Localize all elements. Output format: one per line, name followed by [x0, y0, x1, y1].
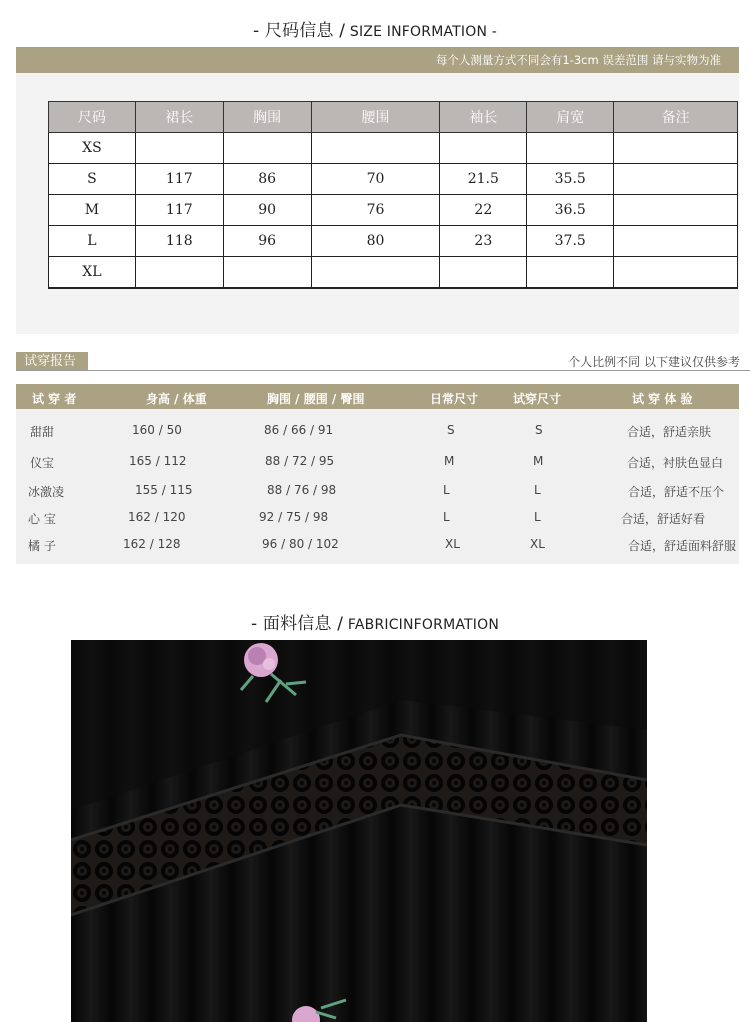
size-info-title-en: SIZE INFORMATION -	[345, 24, 498, 40]
report-header	[16, 384, 739, 409]
table-cell	[135, 257, 223, 289]
size-row-l	[49, 226, 738, 257]
size-row-xl	[49, 257, 738, 289]
header-remark: 备注	[614, 102, 738, 133]
height-weight: 165 / 112	[129, 454, 187, 468]
measurements: 92 / 75 / 98	[259, 510, 329, 524]
table-cell: 22	[440, 195, 527, 226]
usual-size: L	[443, 510, 450, 524]
measurements: 88 / 76 / 98	[267, 483, 337, 497]
table-cell	[614, 226, 738, 257]
tester-name: 仪宝	[30, 456, 55, 470]
header-tester: 试 穿 者	[32, 392, 77, 406]
table-cell	[440, 257, 527, 289]
table-cell: 76	[311, 195, 440, 226]
table-cell: L	[49, 226, 136, 257]
table-cell	[311, 257, 440, 289]
size-table-header	[49, 102, 738, 133]
usual-size: M	[444, 454, 455, 468]
try-size: L	[534, 510, 541, 524]
height-weight: 160 / 50	[132, 423, 182, 437]
measurement-note: 每个人测量方式不同会有1-3cm 误差范围 请与实物为准	[435, 53, 721, 67]
table-cell: 118	[135, 226, 223, 257]
table-cell	[223, 133, 311, 164]
table-cell: XL	[49, 257, 136, 289]
fabric-info-title-cn: - 面料信息 /	[250, 614, 344, 634]
table-cell: 86	[223, 164, 311, 195]
try-report-tab: 试穿报告	[16, 352, 88, 371]
size-row-xs	[49, 133, 738, 164]
table-cell: S	[49, 164, 136, 195]
tester-name: 冰激凌	[28, 485, 65, 499]
size-row-s	[49, 164, 738, 195]
fabric-info-title	[0, 609, 750, 634]
table-cell: XS	[49, 133, 136, 164]
fabric-photo-svg	[71, 640, 647, 1022]
table-cell: 21.5	[440, 164, 527, 195]
table-cell	[527, 133, 614, 164]
measurements: 96 / 80 / 102	[262, 537, 339, 551]
try-size: XL	[530, 537, 545, 551]
header-dress-length: 裙长	[135, 102, 223, 133]
table-cell: 90	[223, 195, 311, 226]
table-cell: 117	[135, 164, 223, 195]
try-size: L	[534, 483, 541, 497]
table-cell	[440, 133, 527, 164]
table-cell	[223, 257, 311, 289]
fabric-info-title-en: FABRICINFORMATION	[343, 617, 500, 633]
tester-name: 心 宝	[28, 512, 56, 526]
header-usual-size: 日常尺寸	[430, 392, 479, 406]
report-body	[16, 409, 739, 564]
header-waist: 腰围	[311, 102, 440, 133]
tester-name: 橘 子	[28, 539, 56, 553]
table-cell	[614, 257, 738, 289]
table-cell: 80	[311, 226, 440, 257]
experience: 合适，衬肤色显白	[627, 456, 724, 470]
header-size: 尺码	[49, 102, 136, 133]
table-cell	[614, 164, 738, 195]
table-cell: 23	[440, 226, 527, 257]
divider	[16, 370, 750, 371]
table-cell: 70	[311, 164, 440, 195]
usual-size: L	[443, 483, 450, 497]
size-info-title	[0, 16, 750, 41]
table-cell: 37.5	[527, 226, 614, 257]
measurements: 86 / 66 / 91	[264, 423, 334, 437]
experience: 合适，舒适不压个	[628, 485, 725, 499]
header-bust: 胸围	[223, 102, 311, 133]
height-weight: 155 / 115	[135, 483, 193, 497]
table-cell: 36.5	[527, 195, 614, 226]
table-cell: 96	[223, 226, 311, 257]
header-measurements: 胸围 / 腰围 / 臀围	[267, 392, 365, 406]
table-cell	[135, 133, 223, 164]
table-cell: M	[49, 195, 136, 226]
header-sleeve: 袖长	[440, 102, 527, 133]
experience: 合适，舒适亲肤	[627, 425, 712, 439]
header-experience: 试 穿 体 验	[632, 392, 693, 406]
height-weight: 162 / 128	[123, 537, 181, 551]
size-info-band	[16, 47, 739, 73]
experience: 合适，舒适面料舒服	[628, 539, 737, 553]
report-note: 个人比例不同 以下建议仅供参考	[568, 355, 740, 369]
header-try-size: 试穿尺寸	[513, 392, 562, 406]
table-cell: 35.5	[527, 164, 614, 195]
usual-size: S	[447, 423, 455, 437]
size-table	[48, 101, 738, 289]
try-size: M	[533, 454, 544, 468]
table-cell	[527, 257, 614, 289]
header-height-weight: 身高 / 体重	[146, 392, 207, 406]
header-shoulder: 肩宽	[527, 102, 614, 133]
experience: 合适，舒适好看	[621, 512, 706, 526]
tester-name: 甜甜	[30, 425, 55, 439]
table-cell	[614, 195, 738, 226]
table-cell	[614, 133, 738, 164]
try-size: S	[535, 423, 543, 437]
fabric-photo	[71, 640, 647, 1022]
table-cell: 117	[135, 195, 223, 226]
measurements: 88 / 72 / 95	[265, 454, 335, 468]
usual-size: XL	[445, 537, 460, 551]
size-row-m	[49, 195, 738, 226]
table-cell	[311, 133, 440, 164]
size-info-title-cn: - 尺码信息 /	[252, 21, 346, 41]
height-weight: 162 / 120	[128, 510, 186, 524]
